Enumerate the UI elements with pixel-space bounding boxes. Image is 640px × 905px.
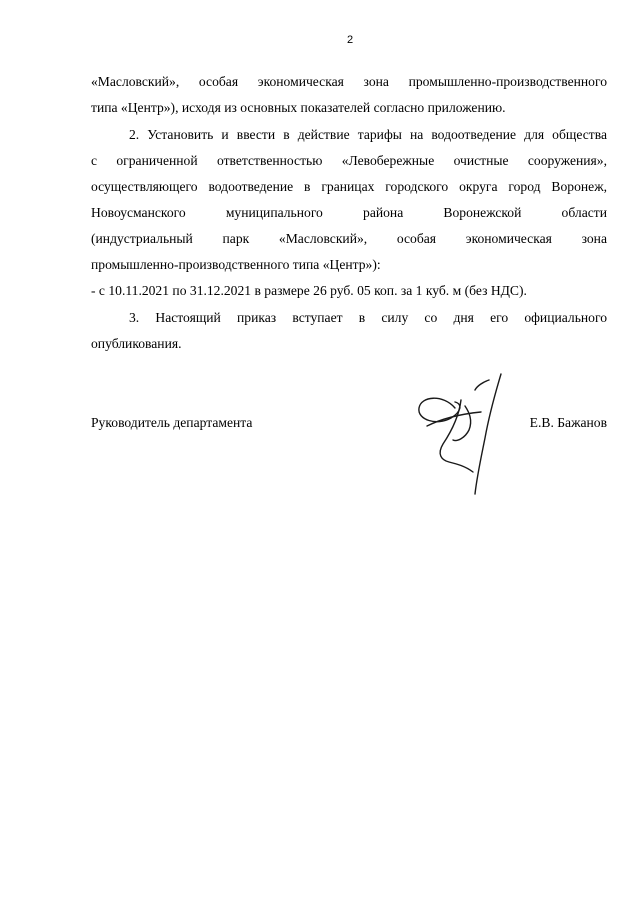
page-number: 2 (346, 34, 354, 46)
text-line: с ограниченной ответственностью «Левобережные очистные сооружения», (91, 153, 607, 168)
text-line: 3. Настоящий приказ вступает в силу со дня его официального (129, 310, 607, 325)
signatory-title: Руководитель департамента (91, 415, 253, 430)
text-line: Новоусманского муниципального района Воронежской области (91, 205, 607, 220)
text-line: - с 10.11.2021 по 31.12.2021 в размере 26 руб. 05 коп. за 1 куб. м (без НДС). (91, 283, 527, 298)
handwritten-signature (405, 360, 515, 500)
text-line: типа «Центр»), исходя из основных показателей согласно приложению. (91, 100, 506, 115)
text-line: промышленно-производственного типа «Центр»): (91, 257, 381, 272)
text-line: 2. Установить и ввести в действие тарифы на водоотведение для общества (129, 127, 607, 142)
text-line: осуществляющего водоотведение в границах городского округа город Воронеж, (91, 179, 607, 194)
text-line: «Масловский», особая экономическая зона промышленно-производственного (91, 74, 607, 89)
signatory-name: Е.В. Бажанов (529, 415, 607, 430)
text-line: опубликования. (91, 336, 182, 351)
text-line: (индустриальный парк «Масловский», особая экономическая зона (91, 231, 607, 246)
